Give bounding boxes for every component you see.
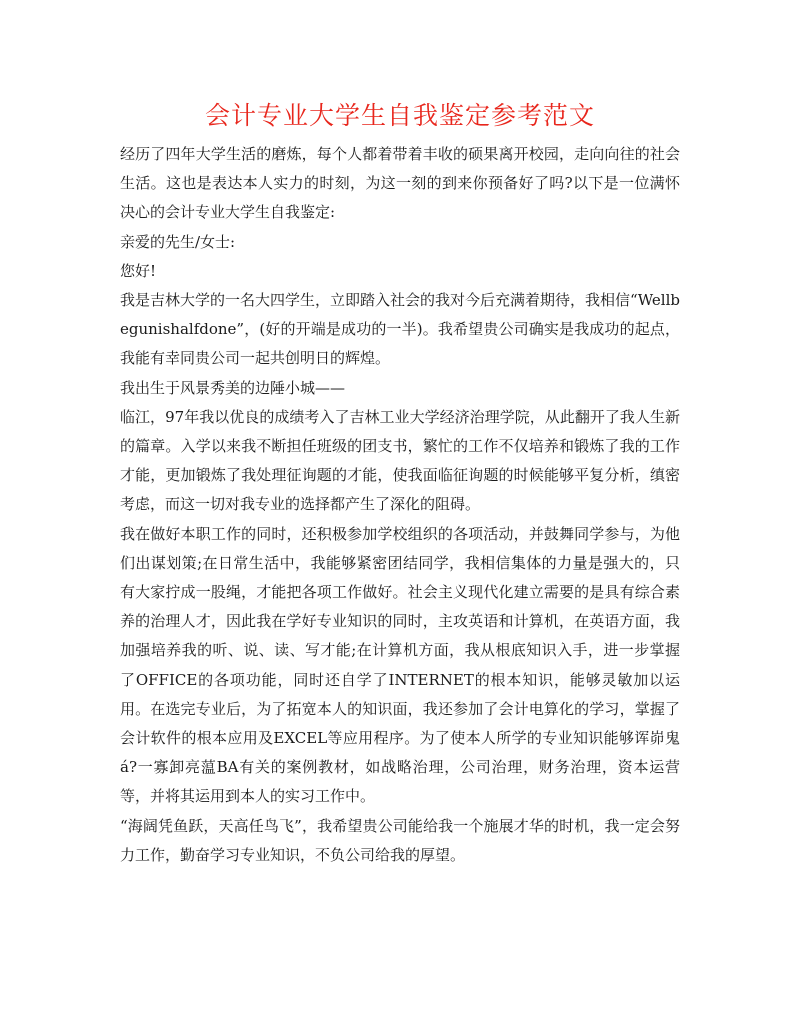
paragraph-hometown: 我出生于风景秀美的边陲小城—— [120,378,346,397]
paragraph-skills: 我在做好本职工作的同时，还积极参加学校组织的各项活动，并鼓舞同学参与，为他们出谋划策;在日常生活中，我能够紧密团结同学，我相信集体的力量是强大的，只有大家拧成一股绳，才能把各项工作做好。社会主义现代化建立需要的是具有综合素养的治理人才，因此我在学好专业知识的同时，主攻英语和计算机，在英语方面，我加强培养我的听、说、读、写才能;在计算机方面，我从根底知识入手，进一步掌握了OFFICE的各项功能，同时还自学了INTERNET的根本知识，能够灵敏加以运用。在选完专业后，为了拓宽本人的知识面，我还参加了会计电算化的学习，掌握了会计软件的根本应用及EXCEL等应用程序。为了使本人所学的专业知识能够诨峁鬼á?一寡卸亮蕰BA有关的案例教材，如战略治理，公司治理，财务治理，资本运营等，并将其运用到本人的实习工作中。 [120,524,680,806]
paragraph-education: 临江，97年我以优良的成绩考入了吉林工业大学经济治理学院，从此翻开了我人生新的篇章。入学以来我不断担任班级的团支书，繁忙的工作不仅培养和锻炼了我的工作才能，更加锻炼了我处理征询题的才能，使我面临征询题的时候能够平复分析，缜密考虑，而这一切对我专业的选择都产生了深化的阻碍。 [120,407,680,514]
document-body [120,140,680,870]
paragraph-salutation: 亲爱的先生/女士: [120,232,236,251]
document-title: 会计专业大学生自我鉴定参考范文 [204,101,595,130]
paragraph-intro: 经历了四年大学生活的磨炼，每个人都着带着丰收的硕果离开校园，走向向往的社会生活。这也是表达本人实力的时刻，为这一刻的到来你预备好了吗?以下是一位满怀决心的会计专业大学生自我鉴定: [120,145,680,222]
paragraph-closing: “海阔凭鱼跃，天高任鸟飞”，我希望贵公司能给我一个施展才华的时机，我一定会努力工作，勤奋学习专业知识，不负公司给我的厚望。 [120,816,680,864]
paragraph-greeting: 您好! [120,261,157,280]
paragraph-self-introduction: 我是吉林大学的一名大四学生，立即踏入社会的我对今后充满着期待，我相信“Wellbegunishalfdone”，(好的开端是成功的一半)。我希望贵公司确实是我成功的起点，我能有幸同贵公司一起共创明日的辉煌。 [120,291,680,368]
